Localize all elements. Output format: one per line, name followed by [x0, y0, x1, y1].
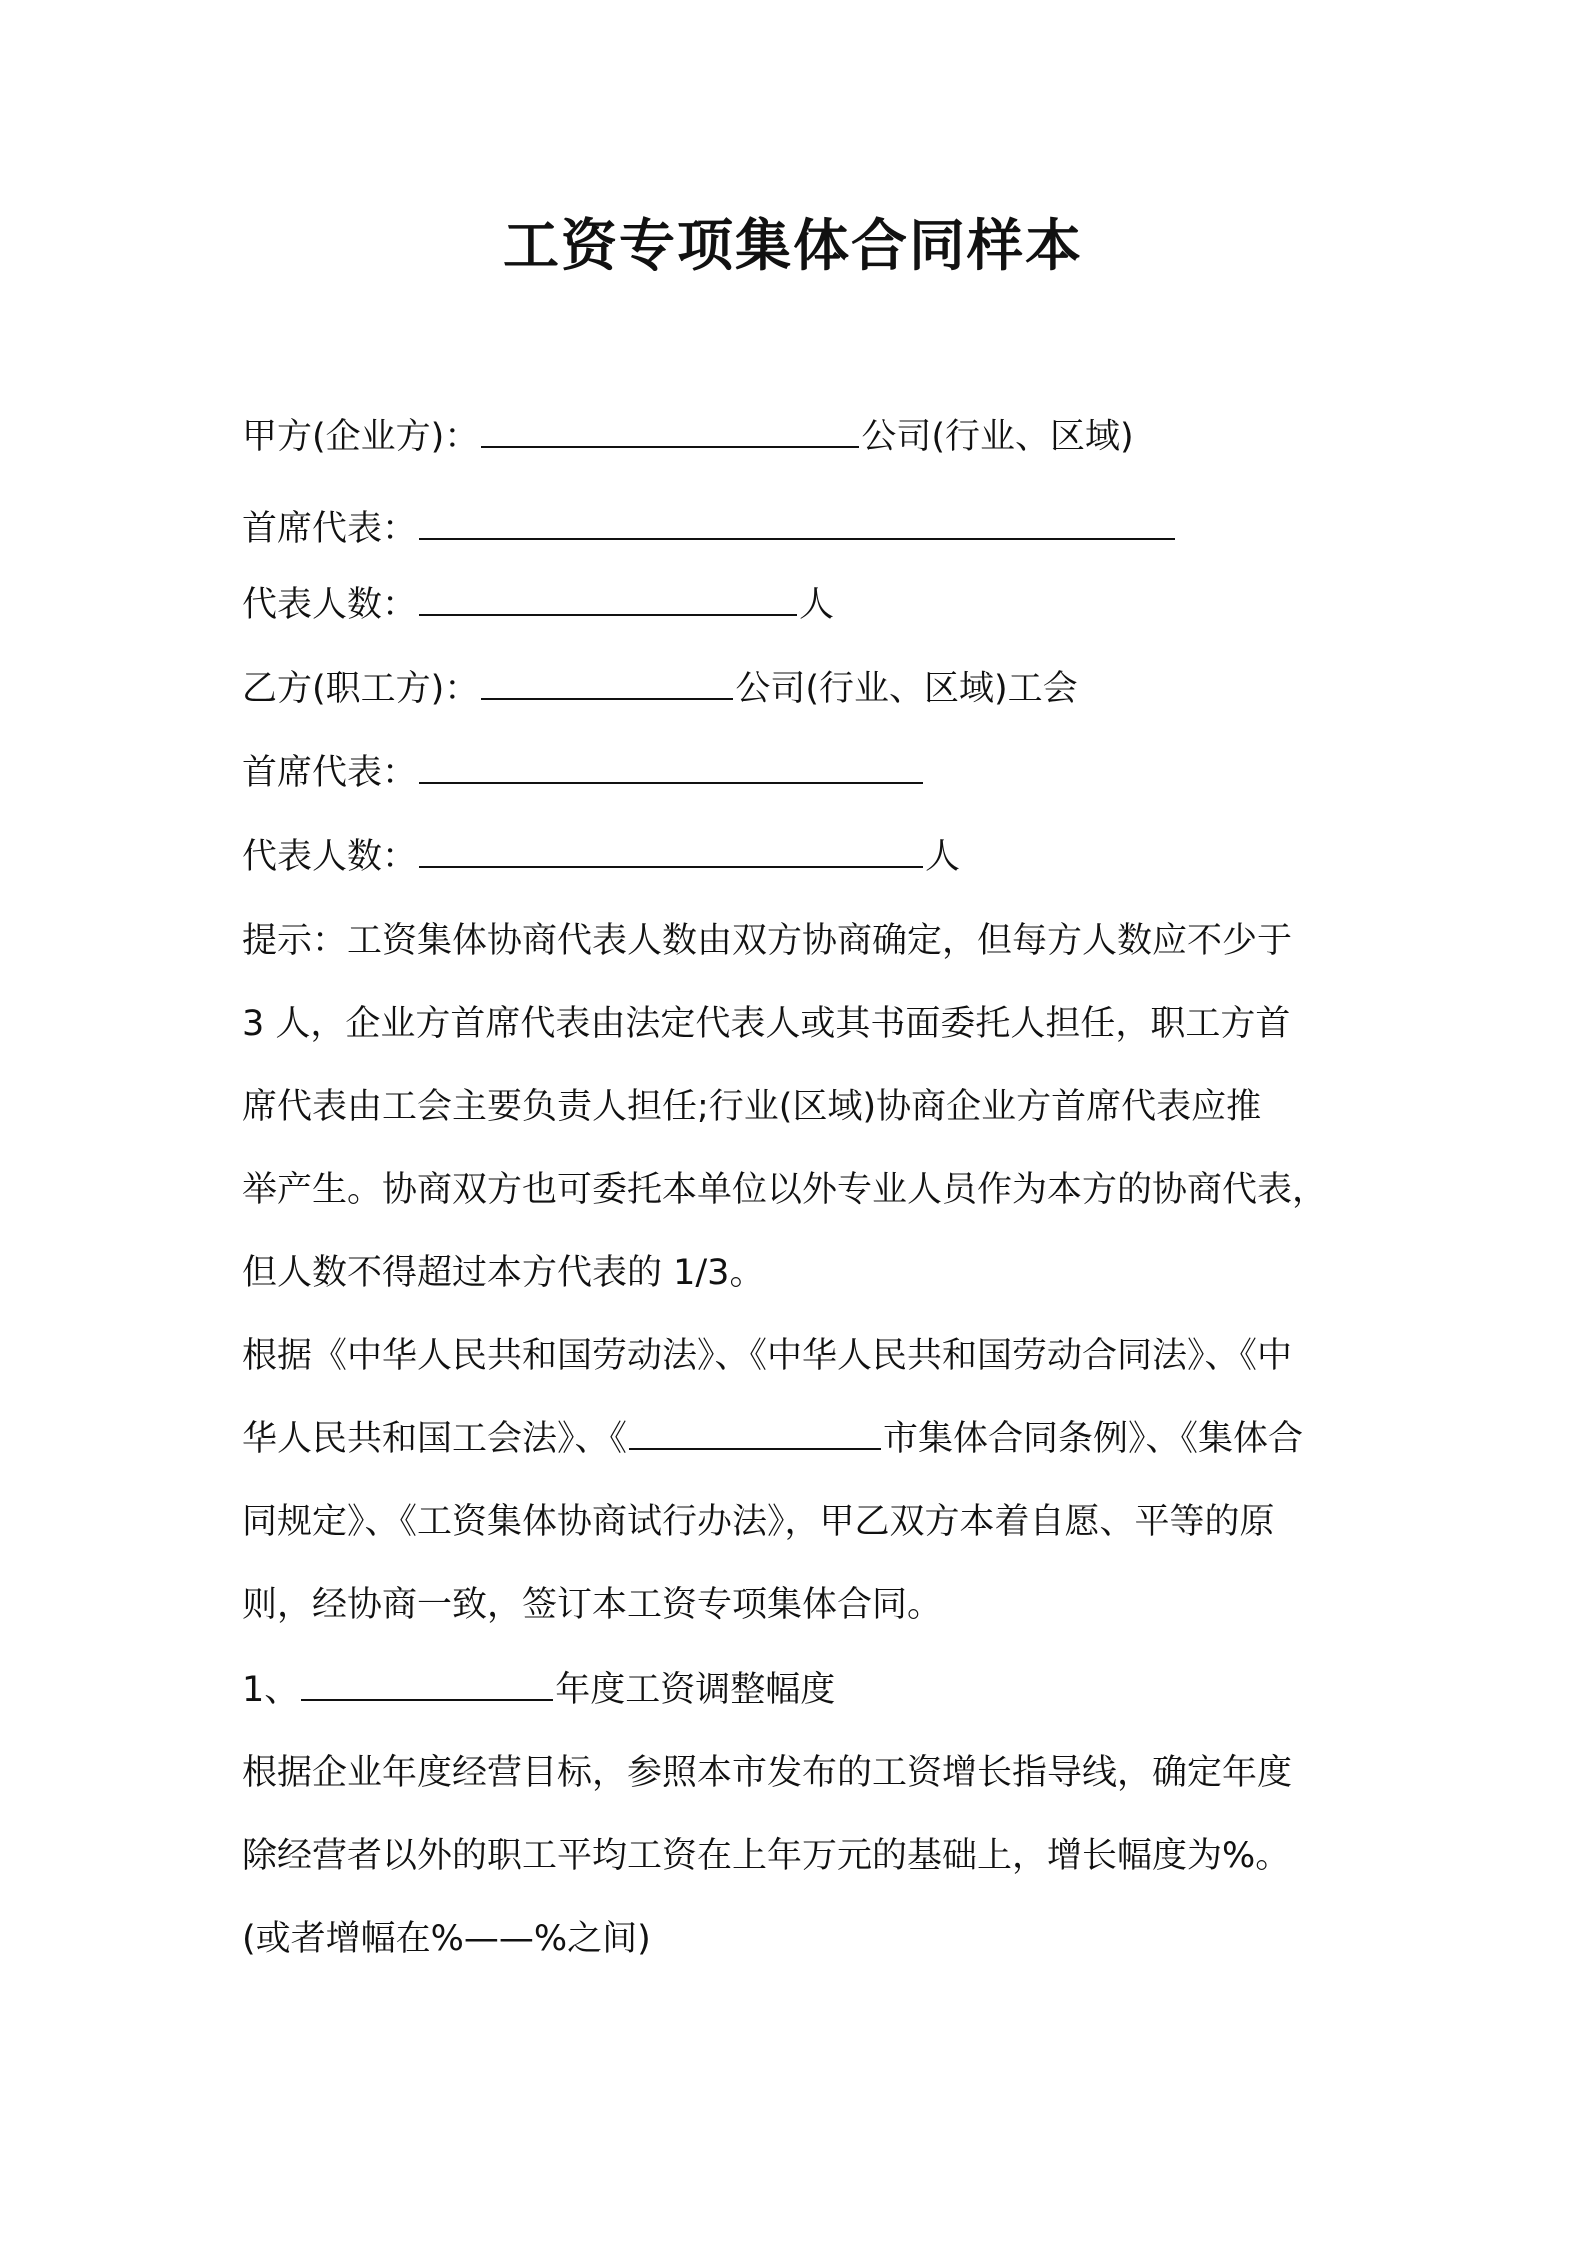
party-a-line — [242, 412, 1134, 462]
basis-line — [242, 1398, 1362, 1481]
hint-line: 3 人，企业方首席代表由法定代表人或其书面委托人担任，职工方首 — [242, 1004, 1291, 1044]
party-b-count-blank[interactable] — [419, 836, 923, 868]
hint-line: 席代表由工会主要负责人担任;行业(区域)协商企业方首席代表应推 — [242, 1087, 1262, 1127]
section-1-prefix: 1、 — [242, 1670, 300, 1710]
party-b-suffix: 公司(行业、区域)工会 — [735, 669, 1078, 709]
section-1-heading — [242, 1665, 835, 1715]
party-a-count-label: 代表人数： — [242, 585, 418, 625]
party-b-chief-label: 首席代表： — [242, 753, 418, 793]
hint-line: 提示：工资集体协商代表人数由双方协商确定，但每方人数应不少于 — [242, 921, 1293, 961]
section-1-suffix: 年度工资调整幅度 — [555, 1670, 836, 1710]
party-a-chief-line — [242, 504, 1177, 554]
basis-line2-prefix: 华人民共和国工会法》、《 — [242, 1419, 628, 1459]
year-blank[interactable] — [301, 1669, 553, 1701]
document-title: 工资专项集体合同样本 — [503, 214, 1083, 279]
party-b-label: 乙方(职工方)： — [242, 669, 480, 709]
party-b-count-suffix: 人 — [925, 837, 961, 877]
party-a-count-line — [242, 580, 834, 630]
party-b-chief-line — [242, 748, 925, 798]
party-a-suffix: 公司(行业、区域) — [861, 417, 1134, 457]
party-a-count-blank[interactable] — [419, 584, 797, 616]
party-a-label: 甲方(企业方)： — [242, 417, 480, 457]
party-b-line — [242, 664, 1078, 714]
party-b-chief-blank[interactable] — [419, 752, 923, 784]
basis-line2-suffix: 市集体合同条例》、《集体合 — [883, 1419, 1304, 1459]
party-b-company-blank[interactable] — [481, 668, 733, 700]
basis-line: 同规定》、《工资集体协商试行办法》，甲乙双方本着自愿、平等的原 — [242, 1502, 1275, 1542]
party-a-chief-label: 首席代表： — [242, 509, 418, 549]
adjustment-paragraph — [242, 1732, 1362, 1981]
legal-basis-paragraph — [242, 1315, 1362, 1647]
city-name-blank[interactable] — [629, 1418, 881, 1450]
basis-line: 则，经协商一致，签订本工资专项集体合同。 — [242, 1585, 943, 1625]
party-a-chief-blank[interactable] — [419, 508, 1175, 540]
hint-paragraph — [242, 900, 1362, 1315]
party-a-count-suffix: 人 — [799, 585, 835, 625]
party-b-count-label: 代表人数： — [242, 837, 418, 877]
party-b-count-line — [242, 832, 960, 882]
hint-line: 举产生。协商双方也可委托本单位以外专业人员作为本方的协商代表， — [242, 1170, 1328, 1210]
hint-line: 但人数不得超过本方代表的 1/3。 — [242, 1253, 765, 1293]
adjust-line: 除经营者以外的职工平均工资在上年万元的基础上，增长幅度为%。 — [242, 1836, 1291, 1876]
basis-line: 根据《中华人民共和国劳动法》、《中华人民共和国劳动合同法》、《中 — [242, 1336, 1293, 1376]
party-a-company-blank[interactable] — [481, 416, 859, 448]
adjust-line: (或者增幅在%——%之间) — [242, 1919, 651, 1959]
adjust-line: 根据企业年度经营目标，参照本市发布的工资增长指导线，确定年度 — [242, 1753, 1293, 1793]
